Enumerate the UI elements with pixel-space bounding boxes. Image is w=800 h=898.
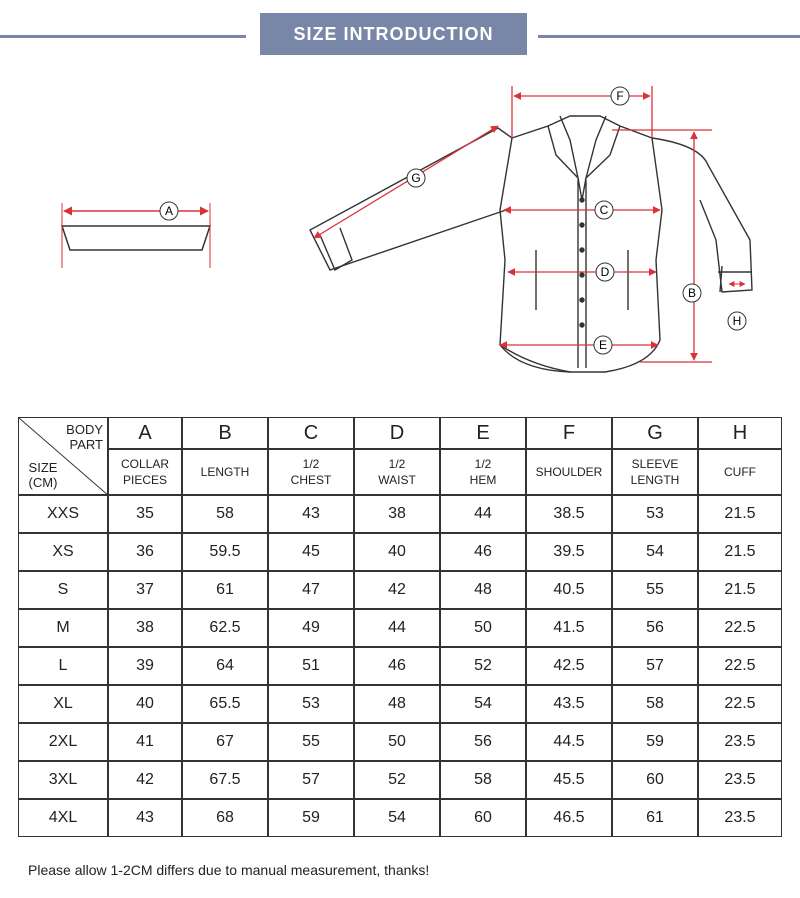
size-label: XS: [18, 533, 108, 571]
table-cell: 43: [268, 495, 354, 533]
svg-text:A: A: [164, 204, 174, 218]
table-cell: 59: [612, 723, 698, 761]
column-description-line: LENGTH: [630, 473, 680, 487]
column-description-line: PIECES: [122, 473, 167, 487]
table-cell: 55: [612, 571, 698, 609]
collar-piece: [62, 203, 210, 268]
column-letter-d: D: [354, 417, 440, 449]
table-cell: 23.5: [698, 761, 782, 799]
size-label: 4XL: [18, 799, 108, 837]
table-cell: 21.5: [698, 571, 782, 609]
table-cell: 46: [440, 533, 526, 571]
table-cell: 61: [612, 799, 698, 837]
page-title: SIZE INTRODUCTION: [260, 13, 527, 55]
column-letter-h: H: [698, 417, 782, 449]
size-label: S: [18, 571, 108, 609]
table-cell: 46: [354, 647, 440, 685]
table-cell: 60: [440, 799, 526, 837]
table-cell: 42: [354, 571, 440, 609]
corner-body-part: BODY PART: [66, 422, 103, 452]
size-label: L: [18, 647, 108, 685]
size-label: 3XL: [18, 761, 108, 799]
column-letter-e: E: [440, 417, 526, 449]
table-row: [18, 495, 782, 533]
table-cell: 21.5: [698, 533, 782, 571]
table-cell: 43: [108, 799, 182, 837]
column-description-line: SHOULDER: [535, 465, 603, 479]
header-rule-left: [0, 35, 246, 38]
column-description: [182, 449, 268, 495]
header-rule-right: [538, 35, 800, 38]
marker-e: [594, 336, 612, 354]
table-row: [18, 799, 782, 837]
table-cell: 64: [182, 647, 268, 685]
svg-text:F: F: [616, 89, 624, 103]
table-row: [18, 761, 782, 799]
size-label: 2XL: [18, 723, 108, 761]
table-cell: 54: [354, 799, 440, 837]
table-cell: 40: [108, 685, 182, 723]
table-cell: 51: [268, 647, 354, 685]
table-cell: 68: [182, 799, 268, 837]
column-letter-g: G: [612, 417, 698, 449]
marker-c: [595, 201, 613, 219]
table-cell: 44.5: [526, 723, 612, 761]
size-label: M: [18, 609, 108, 647]
table-cell: 50: [440, 609, 526, 647]
table-cell: 67: [182, 723, 268, 761]
table-cell: 47: [268, 571, 354, 609]
table-cell: 36: [108, 533, 182, 571]
table-cell: 58: [440, 761, 526, 799]
table-cell: 38: [354, 495, 440, 533]
column-description: [108, 449, 182, 495]
column-description: [526, 449, 612, 495]
table-cell: 60: [612, 761, 698, 799]
table-cell: 35: [108, 495, 182, 533]
column-description-line: 1/2: [302, 457, 320, 471]
column-description-line: WAIST: [378, 473, 416, 487]
table-cell: 48: [354, 685, 440, 723]
table-cell: 50: [354, 723, 440, 761]
column-letter-c: C: [268, 417, 354, 449]
table-cell: 49: [268, 609, 354, 647]
marker-d: [596, 263, 614, 281]
column-letter-f: F: [526, 417, 612, 449]
table-cell: 55: [268, 723, 354, 761]
table-corner-header: [18, 417, 108, 495]
table-cell: 52: [440, 647, 526, 685]
column-letter-a: A: [108, 417, 182, 449]
table-cell: 56: [440, 723, 526, 761]
column-description-line: CHEST: [290, 473, 332, 487]
marker-b: [683, 284, 701, 302]
marker-g: [407, 169, 425, 187]
table-cell: 38.5: [526, 495, 612, 533]
table-cell: 52: [354, 761, 440, 799]
svg-text:D: D: [600, 265, 610, 279]
footnote: Please allow 1-2CM differs due to manual measurement, thanks!: [28, 862, 430, 878]
table-cell: 45.5: [526, 761, 612, 799]
table-cell: 22.5: [698, 609, 782, 647]
table-cell: 65.5: [182, 685, 268, 723]
column-description: [268, 449, 354, 495]
table-cell: 37: [108, 571, 182, 609]
table-cell: 54: [612, 533, 698, 571]
svg-text:G: G: [411, 171, 421, 185]
table-cell: 40.5: [526, 571, 612, 609]
column-description: [612, 449, 698, 495]
table-cell: 42.5: [526, 647, 612, 685]
table-cell: 43.5: [526, 685, 612, 723]
table-cell: 40: [354, 533, 440, 571]
table-cell: 41.5: [526, 609, 612, 647]
column-description-line: COLLAR: [120, 457, 170, 471]
table-cell: 42: [108, 761, 182, 799]
table-cell: 61: [182, 571, 268, 609]
table-cell: 48: [440, 571, 526, 609]
table-cell: 39: [108, 647, 182, 685]
table-row: [18, 647, 782, 685]
column-description-line: HEM: [469, 473, 497, 487]
size-label: XXS: [18, 495, 108, 533]
table-cell: 62.5: [182, 609, 268, 647]
table-cell: 23.5: [698, 799, 782, 837]
corner-size-cm: SIZE (CM): [28, 460, 58, 490]
marker-h: [728, 312, 746, 330]
table-cell: 39.5: [526, 533, 612, 571]
column-description-line: LENGTH: [200, 465, 250, 479]
table-cell: 44: [354, 609, 440, 647]
measure-lines: [314, 86, 745, 362]
table-cell: 58: [612, 685, 698, 723]
size-table: [18, 417, 782, 837]
table-row: [18, 723, 782, 761]
column-description: [698, 449, 782, 495]
table-cell: 57: [612, 647, 698, 685]
shirt-outline: [310, 116, 752, 372]
table-cell: 54: [440, 685, 526, 723]
table-cell: 57: [268, 761, 354, 799]
table-cell: 44: [440, 495, 526, 533]
table-cell: 41: [108, 723, 182, 761]
column-description-line: SLEEVE: [631, 457, 679, 471]
svg-text:E: E: [598, 338, 608, 352]
column-description: [440, 449, 526, 495]
table-cell: 46.5: [526, 799, 612, 837]
column-description-line: 1/2: [388, 457, 406, 471]
table-cell: 53: [612, 495, 698, 533]
table-cell: 67.5: [182, 761, 268, 799]
table-cell: 38: [108, 609, 182, 647]
table-row: [18, 685, 782, 723]
table-cell: 23.5: [698, 723, 782, 761]
column-description-line: CUFF: [724, 465, 756, 479]
svg-text:B: B: [687, 286, 697, 300]
table-cell: 45: [268, 533, 354, 571]
table-cell: 21.5: [698, 495, 782, 533]
svg-text:C: C: [599, 203, 609, 217]
table-row: [18, 571, 782, 609]
table-cell: 59.5: [182, 533, 268, 571]
marker-a: [160, 202, 178, 220]
table-cell: 22.5: [698, 685, 782, 723]
svg-text:H: H: [732, 314, 742, 328]
marker-f: [611, 87, 629, 105]
table-cell: 58: [182, 495, 268, 533]
column-description-line: 1/2: [474, 457, 492, 471]
column-letter-b: B: [182, 417, 268, 449]
garment-diagram: [0, 60, 800, 410]
table-row: [18, 533, 782, 571]
table-cell: 53: [268, 685, 354, 723]
table-cell: 56: [612, 609, 698, 647]
size-label: XL: [18, 685, 108, 723]
column-description: [354, 449, 440, 495]
table-row: [18, 609, 782, 647]
table-cell: 59: [268, 799, 354, 837]
table-cell: 22.5: [698, 647, 782, 685]
